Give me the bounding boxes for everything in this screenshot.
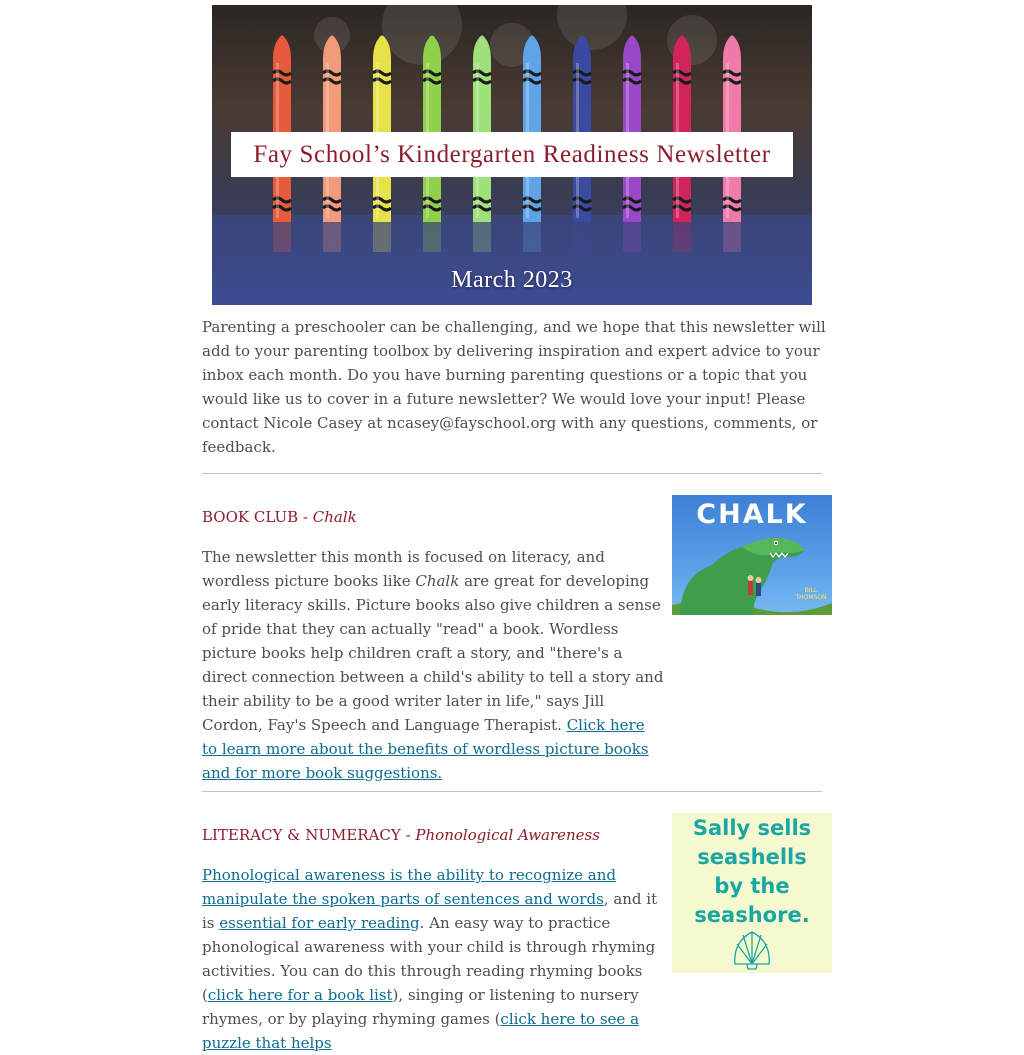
chalk-book-cover[interactable] (672, 495, 832, 615)
card-line: seashells (697, 845, 807, 869)
literacy-heading-label: LITERACY & NUMERACY - (202, 826, 416, 844)
section-divider (202, 473, 822, 474)
card-line: by the (714, 874, 790, 898)
card-line: seashore. (694, 903, 810, 927)
book-club-text: The newsletter this month is focused on literacy, and wordless picture books like (202, 548, 605, 590)
literacy-heading (202, 823, 600, 847)
book-club-heading-title: Chalk (312, 508, 357, 526)
hero-title-box (231, 132, 793, 177)
book-club-paragraph (202, 545, 664, 785)
wordless-books-link[interactable]: Click here to learn more about the benefits of wordless picture books and for more book suggestions. (202, 716, 649, 782)
early-reading-link[interactable]: essential for early reading (219, 914, 420, 932)
literacy-heading-topic: Phonological Awareness (415, 826, 600, 844)
literacy-text-more: ), singing or listening to nursery rhymes, or by playing rhyming games ( (202, 986, 639, 1028)
tongue-twister-card (672, 813, 832, 973)
book-club-text-cont: are great for developing early literacy skills. Picture books also give children a sense of pride that they can actually "read" a book. Wordless picture books help children craft a story, and "there's a direct connection between a child's ability to tell a story and their ability to be a good writer later in life," says Jill Cordon, Fay's Speech and Language Therapist. (202, 572, 664, 734)
book-title-inline: Chalk (415, 572, 460, 590)
newsletter-title: Fay School’s Kindergarten Readiness Newsletter (253, 140, 771, 168)
card-line: Sally sells (692, 816, 812, 840)
bokeh-light (557, 0, 627, 50)
section-divider (202, 791, 822, 792)
hero-banner (212, 5, 812, 305)
book-cover-title: CHALK (696, 499, 808, 530)
intro-paragraph: Parenting a preschooler can be challenging, and we hope that this newsletter will add to your parenting toolbox by delivering inspiration and expert advice to your inbox each month. Do you have burning parenting questions or a topic that you would like us to cover in a future newsletter? We would love your input! Please contact Nicole Casey at ncasey@fayschool.org with any questions, comments, or feedback. (202, 318, 826, 456)
literacy-text-cont: . An easy way to practice phonological awareness with your child is through rhyming activities. You can do this through reading rhyming books ( (202, 914, 656, 1004)
literacy-paragraph (202, 863, 662, 1055)
book-cover-author: BILL THOMSON (795, 587, 827, 601)
literacy-text: , and it is (202, 890, 658, 932)
book-club-heading-label: BOOK CLUB - (202, 508, 313, 526)
phonological-awareness-link[interactable]: Phonological awareness is the ability to recognize and manipulate the spoken parts of sentences and words (202, 866, 617, 908)
book-club-heading (202, 505, 357, 529)
seashell-icon (672, 813, 832, 973)
puzzle-link[interactable]: click here to see a puzzle that helps (202, 1010, 640, 1052)
bokeh-light (382, 0, 462, 65)
newsletter-date: March 2023 (451, 267, 573, 293)
book-list-link[interactable]: click here for a book list (207, 986, 393, 1004)
